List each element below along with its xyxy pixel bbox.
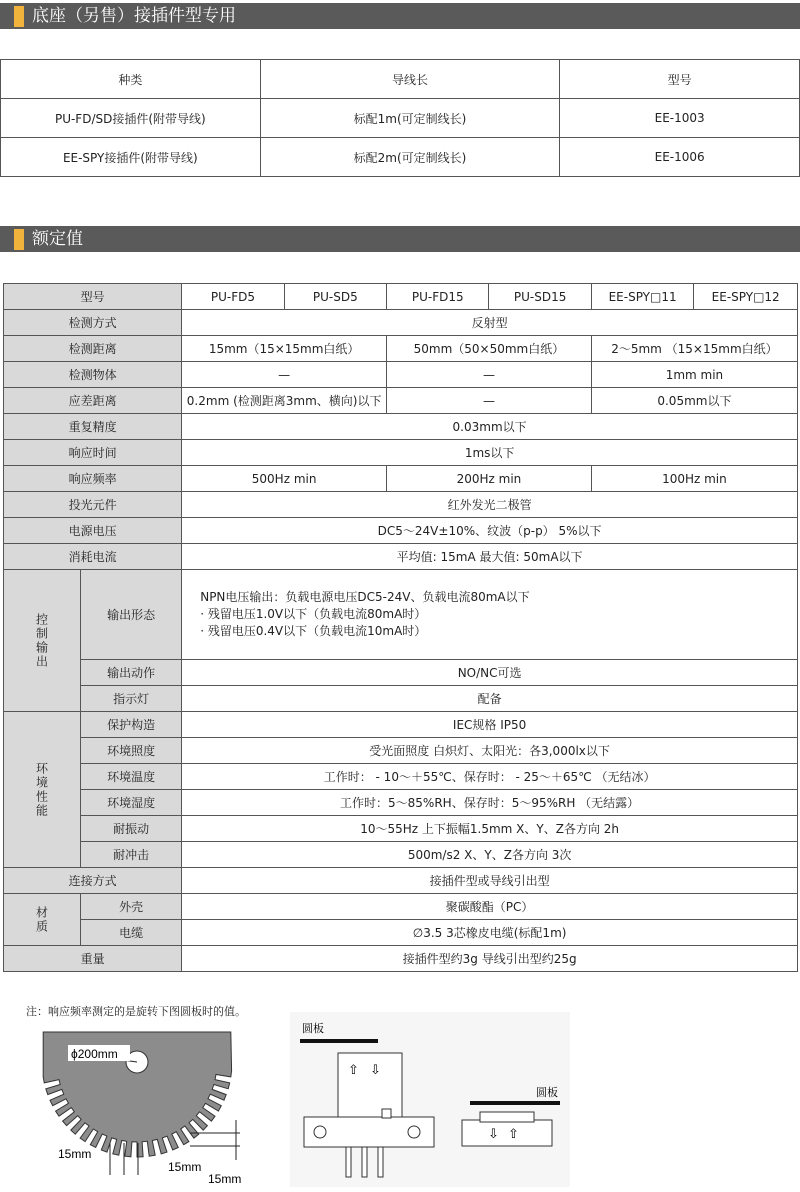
group-label-material: 材质 (4, 894, 81, 946)
row-label: 重量 (4, 946, 182, 972)
mount-hole (408, 1126, 420, 1138)
section-title: 额定值 (32, 229, 83, 249)
table-cell: PU-FD/SD接插件(附带导线) (1, 99, 261, 138)
sensor-side-top (480, 1112, 534, 1122)
table-cell: 标配1m(可定制线长) (260, 99, 560, 138)
model-cell: EE-SPY□12 (694, 284, 798, 310)
table-cell: 500m/s2 X、Y、Z各方向 3次 (182, 842, 798, 868)
row-label: 响应时间 (4, 440, 182, 466)
row-label: 响应频率 (4, 466, 182, 492)
sensor-pin (346, 1147, 351, 1177)
table-row (4, 518, 798, 544)
sensor-diagram (290, 1012, 570, 1187)
table-cell: ∅3.5 3芯橡皮电缆(标配1m) (182, 920, 798, 946)
up-arrow-icon: ⇧ (348, 1063, 359, 1078)
table-cell: 聚碳酸酯（PC） (182, 894, 798, 920)
section-header-ratings (0, 226, 800, 252)
row-label: 外壳 (81, 894, 182, 920)
sensor-pin (378, 1147, 383, 1177)
table-row (4, 310, 798, 336)
table-row (4, 414, 798, 440)
model-cell: EE-SPY□11 (591, 284, 694, 310)
table-cell: 2～5mm （15×15mm白纸） (591, 336, 797, 362)
table-cell: — (387, 388, 592, 414)
group-label-env: 环境性能 (4, 712, 81, 868)
figure-bg (290, 1012, 570, 1187)
section-header-accessory (0, 3, 800, 29)
table-row (1, 138, 800, 177)
row-label: 消耗电流 (4, 544, 182, 570)
table-row (4, 570, 798, 660)
sensor-pin (362, 1147, 367, 1177)
row-label: 电缆 (81, 920, 182, 946)
table-row (4, 842, 798, 868)
table-row (4, 336, 798, 362)
section-accent (14, 229, 24, 250)
table-cell: IEC规格 IP50 (182, 712, 798, 738)
dim-label: 15mm (58, 1147, 92, 1161)
model-cell: PU-FD5 (182, 284, 284, 310)
disk-bar (300, 1039, 378, 1043)
row-label: 输出形态 (81, 570, 182, 660)
table-cell: 平均值: 15mA 最大值: 50mA以下 (182, 544, 798, 570)
row-label: 连接方式 (4, 868, 182, 894)
table-cell: 接插件型约3g 导线引出型约25g (182, 946, 798, 972)
disk-bar (470, 1101, 560, 1105)
table-cell: 0.05mm以下 (591, 388, 797, 414)
row-label: 环境照度 (81, 738, 182, 764)
table-row (4, 738, 798, 764)
table-cell: 1mm min (591, 362, 797, 388)
table-header-row (1, 60, 800, 99)
table-row (4, 284, 798, 310)
row-label: 投光元件 (4, 492, 182, 518)
dim-label: 15mm (208, 1172, 242, 1185)
table-cell: EE-1006 (560, 138, 800, 177)
table-row (4, 946, 798, 972)
dim-label: 15mm (168, 1160, 202, 1174)
table-row (4, 764, 798, 790)
row-label: 环境湿度 (81, 790, 182, 816)
up-arrow-icon: ⇧ (508, 1127, 519, 1142)
model-cell: PU-FD15 (387, 284, 489, 310)
table-cell: 200Hz min (387, 466, 592, 492)
table-cell: 红外发光二极管 (182, 492, 798, 518)
table-cell: DC5～24V±10%、纹波（p-p） 5%以下 (182, 518, 798, 544)
table-cell: 受光面照度 白炽灯、太阳光：各3,000lx以下 (182, 738, 798, 764)
down-arrow-icon: ⇩ (370, 1063, 381, 1078)
table-cell: EE-SPY接插件(附带导线) (1, 138, 261, 177)
table-cell: 接插件型或导线引出型 (182, 868, 798, 894)
disk-diagram (40, 1025, 250, 1185)
ratings-table (3, 283, 798, 972)
table-row (4, 920, 798, 946)
output-form-cell (182, 570, 798, 660)
row-label: 指示灯 (81, 686, 182, 712)
row-label: 环境温度 (81, 764, 182, 790)
model-cell: PU-SD15 (489, 284, 591, 310)
row-label: 耐振动 (81, 816, 182, 842)
table-cell: EE-1003 (560, 99, 800, 138)
table-row (4, 362, 798, 388)
section-title: 底座（另售）接插件型专用 (32, 6, 236, 26)
table-row (4, 544, 798, 570)
diameter-label: ϕ200mm (71, 1047, 118, 1061)
disk-label: 圆板 (302, 1023, 324, 1035)
table-row (4, 466, 798, 492)
table-row (4, 790, 798, 816)
table-cell: 50mm（50×50mm白纸） (387, 336, 592, 362)
table-cell: 工作时：5～85%RH、保存时：5～95%RH （无结露） (182, 790, 798, 816)
header-cell: 型号 (560, 60, 800, 99)
row-label: 输出动作 (81, 660, 182, 686)
accessory-table (0, 59, 800, 177)
row-label: 检测距离 (4, 336, 182, 362)
table-cell: 配备 (182, 686, 798, 712)
table-cell: NO/NC可选 (182, 660, 798, 686)
row-label: 应差距离 (4, 388, 182, 414)
row-label: 检测方式 (4, 310, 182, 336)
down-arrow-icon: ⇩ (488, 1127, 499, 1142)
sensor-side (462, 1120, 552, 1146)
table-cell: 工作时： - 10～＋55℃、保存时： - 25～＋65℃ （无结冰） (182, 764, 798, 790)
row-label: 耐冲击 (81, 842, 182, 868)
table-cell: — (387, 362, 592, 388)
indicator-led (382, 1109, 391, 1118)
table-row (4, 868, 798, 894)
row-label: 保护构造 (81, 712, 182, 738)
table-cell: 15mm（15×15mm白纸） (182, 336, 387, 362)
table-row (4, 816, 798, 842)
disk-label: 圆板 (536, 1087, 558, 1099)
table-cell: — (182, 362, 387, 388)
table-cell: 500Hz min (182, 466, 387, 492)
table-row (4, 686, 798, 712)
table-cell: 标配2m(可定制线长) (260, 138, 560, 177)
table-row (4, 492, 798, 518)
table-row (4, 660, 798, 686)
table-cell: 1ms以下 (182, 440, 798, 466)
header-cell: 导线长 (260, 60, 560, 99)
output-form-line: NPN电压输出：负载电源电压DC5-24V、负载电流80mA以下 (200, 590, 530, 604)
table-cell: 10～55Hz 上下振幅1.5mm X、Y、Z各方向 2h (182, 816, 798, 842)
row-label: 型号 (4, 284, 182, 310)
output-form-line: · 残留电压0.4V以下（负载电流10mA时） (200, 624, 427, 638)
row-label: 电源电压 (4, 518, 182, 544)
footnote: 注：响应频率测定的是旋转下图圆板时的值。 (26, 1005, 246, 1018)
section-accent (14, 6, 24, 27)
output-form-line: · 残留电压1.0V以下（负载电流80mA时） (200, 607, 427, 621)
header-cell: 种类 (1, 60, 261, 99)
row-label: 检测物体 (4, 362, 182, 388)
mount-hole (314, 1126, 326, 1138)
model-cell: PU-SD5 (284, 284, 386, 310)
table-cell: 0.03mm以下 (182, 414, 798, 440)
table-row (4, 440, 798, 466)
table-row (4, 894, 798, 920)
table-row (4, 712, 798, 738)
table-row (1, 99, 800, 138)
table-row (4, 388, 798, 414)
table-cell: 0.2mm (检测距离3mm、横向)以下 (182, 388, 387, 414)
table-cell: 100Hz min (591, 466, 797, 492)
table-cell: 反射型 (182, 310, 798, 336)
group-label-control: 控制输出 (4, 570, 81, 712)
row-label: 重复精度 (4, 414, 182, 440)
